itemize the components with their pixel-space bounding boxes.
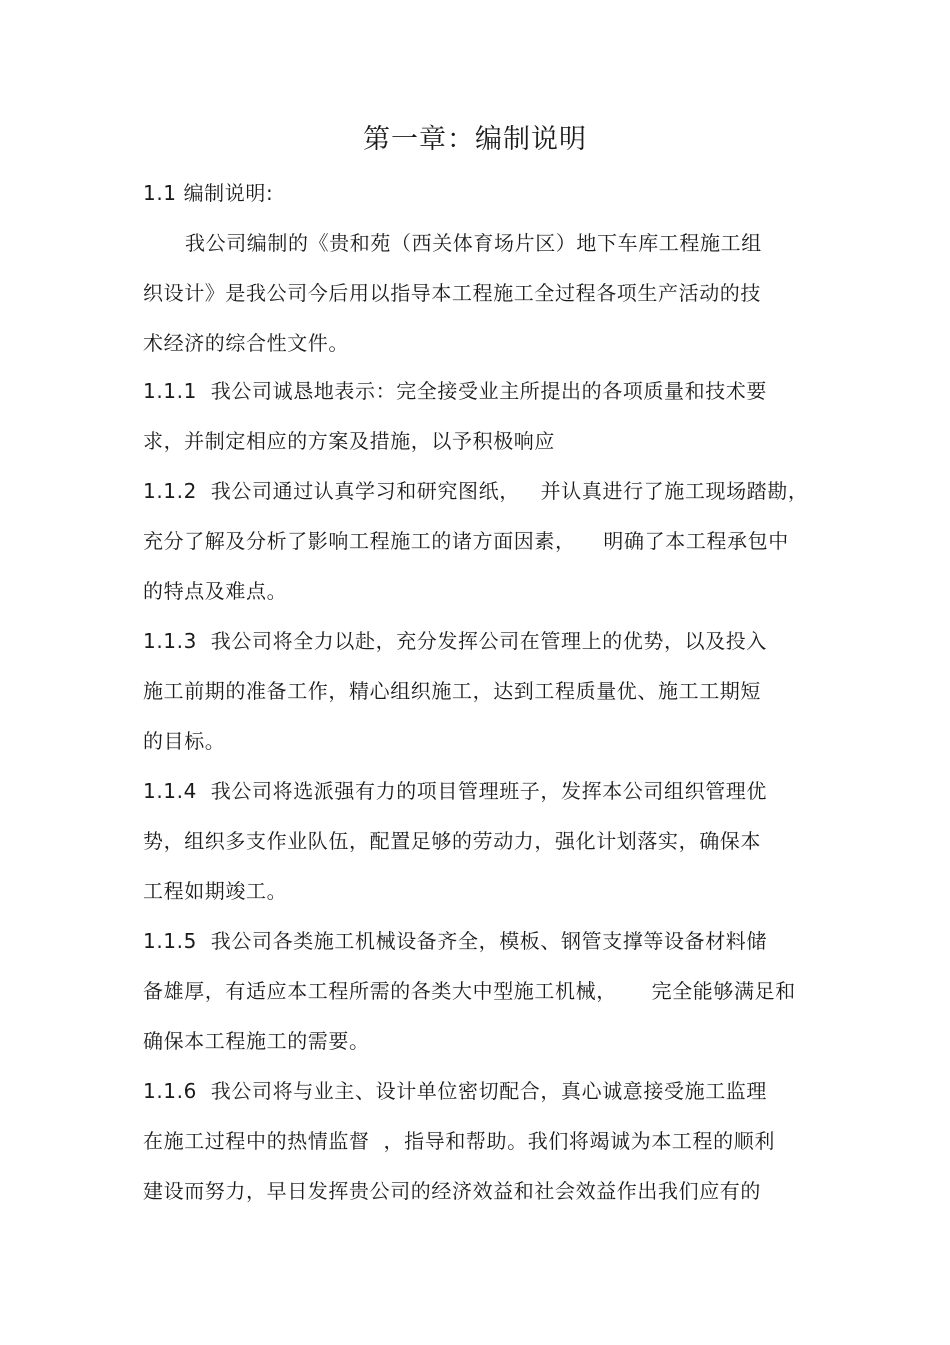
paragraph-line: 1.1.3 我公司将全力以赴，充分发挥公司在管理上的优势，以及投入 [143,629,768,653]
paragraph-line: 1.1.6 我公司将与业主、设计单位密切配合，真心诚意接受施工监理 [143,1079,768,1103]
paragraph-line: 的目标。 [143,729,226,753]
paragraph-line: 充分了解及分析了影响工程施工的诸方面因素， 明确了本工程承包中 [143,529,789,553]
paragraph-line: 在施工过程中的热情监督 ，指导和帮助。我们将竭诚为本工程的顺利 [143,1129,775,1153]
paragraph-line: 1.1.1 我公司诚恳地表示：完全接受业主所提出的各项质量和技术要 [143,379,768,403]
paragraph-line: 1.1.5 我公司各类施工机械设备齐全，模板、钢管支撑等设备材料储 [143,929,768,953]
paragraph-line: 确保本工程施工的需要。 [143,1029,370,1053]
paragraph-line: 1.1.4 我公司将选派强有力的项目管理班子，发挥本公司组织管理优 [143,779,768,803]
paragraph-line: 备雄厚，有适应本工程所需的各类大中型施工机械， 完全能够满足和 [143,979,796,1003]
paragraph-line: 求，并制定相应的方案及措施，以予积极响应 [143,429,555,453]
chapter-title: 第一章：编制说明 [363,124,587,155]
paragraph-line: 势，组织多支作业队伍，配置足够的劳动力，强化计划落实，确保本 [143,829,761,853]
paragraph-line: 术经济的综合性文件。 [143,331,349,355]
paragraph-line: 施工前期的准备工作，精心组织施工，达到工程质量优、施工工期短 [143,679,761,703]
paragraph-line: 的特点及难点。 [143,579,288,603]
paragraph-line: 我公司编制的《贵和苑（西关体育场片区）地下车库工程施工组 [185,231,762,255]
paragraph-line: 织设计》是我公司今后用以指导本工程施工全过程各项生产活动的技 [143,281,761,305]
section-heading: 1.1 编制说明: [143,181,274,205]
paragraph-line: 工程如期竣工。 [143,879,288,903]
paragraph-line: 建设而努力，早日发挥贵公司的经济效益和社会效益作出我们应有的 [143,1179,761,1203]
paragraph-line: 1.1.2 我公司通过认真学习和研究图纸， 并认真进行了施工现场踏勘， [143,479,809,503]
